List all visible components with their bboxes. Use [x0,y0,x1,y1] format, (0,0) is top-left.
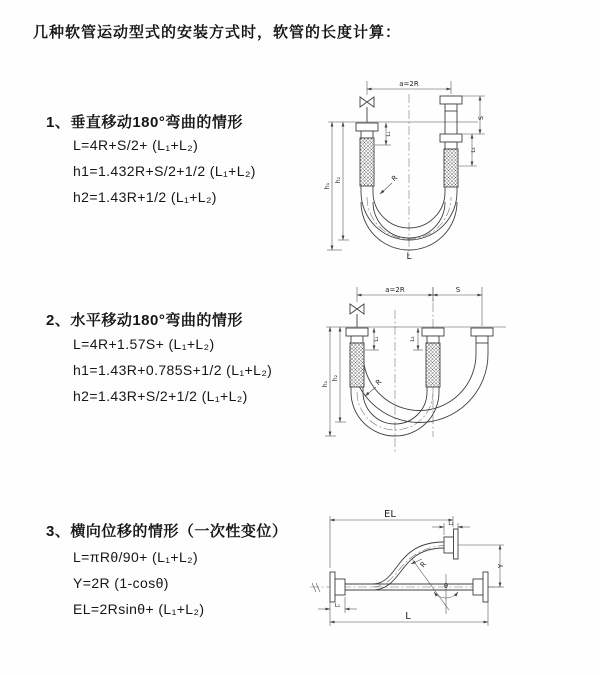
dim-label-s: S [455,286,461,294]
dim-label-l1: L₁ [374,336,380,342]
dim-label-r: R [418,560,429,570]
left-end-fitting [346,304,368,387]
dim-label-l: L [405,611,411,622]
braid-section [350,343,364,387]
upper-flange-fitting [444,529,458,559]
dim-label-l1: L₁ [334,603,341,609]
section-1-formula-h1: h1=1.432R+S/2+1/2 (L₁+L₂) [73,163,256,179]
section-2-formula-h1: h1=1.43R+0.785S+1/2 (L₁+L₂) [73,362,273,378]
diagram-vertical-travel-180-bend [312,76,600,262]
section-3-heading: 3、横向位移的情形（一次性变位） [46,523,288,540]
dim-label-r: R [374,377,384,388]
diagram-lateral-offset [300,502,600,650]
valve-icon [350,304,357,314]
section-3-formula-Y: Y=2R (1-cosθ) [73,575,169,591]
hose-displaced-position [345,542,453,590]
dim-label-h1: h₁ [324,182,331,190]
section-1-heading: 1、垂直移动180°弯曲的情形 [46,114,243,131]
section-3-formula-L: L=πRθ/90+ (L₁+L₂) [73,549,199,565]
dim-label-h2: h₂ [335,176,342,184]
dim-label-theta: θ [444,582,448,590]
dim-label-el: EL [384,509,396,520]
dim-label-l2: L₂ [410,336,416,342]
dimension-lines [324,80,485,262]
section-2-formula-h2: h2=1.43R+S/2+1/2 (L₁+L₂) [73,388,248,404]
left-end-fitting [356,97,378,186]
diagram-horizontal-travel-180-bend [310,282,600,468]
left-flange-fitting [330,572,345,602]
braid-section [360,138,374,186]
displaced-end-fitting [471,328,493,354]
angle-construction [412,559,458,614]
right-flange-fitting [473,572,488,602]
braid-section [444,149,458,187]
braid-section [426,343,440,387]
dim-label-a2r: a=2R [399,80,419,88]
section-2-formula-L: L=4R+1.57S+ (L₁+L₂) [73,336,215,352]
dimension-lines [322,286,482,436]
dim-label-l1: L₁ [386,131,392,137]
dim-label-s: S [477,115,485,121]
dim-label-h1: h₁ [322,380,329,388]
dim-label-a2r: a=2R [385,286,405,294]
section-2-heading: 2、水平移动180°弯曲的情形 [46,312,243,329]
dim-label-h2: h₂ [332,374,339,382]
right-end-fitting [440,96,462,187]
hose-arcs [351,354,488,436]
valve-icon [360,97,367,107]
section-3-formula-EL: EL=2Rsinθ+ (L₁+L₂) [73,601,205,617]
middle-end-fitting [422,328,444,387]
page-title: 几种软管运动型式的安装方式时，软管的长度计算： [33,24,402,41]
dim-label-l: L [406,252,412,262]
dim-label-l2: L₂ [471,147,477,153]
dim-label-y: Y [497,563,505,569]
dim-label-l2: L₂ [448,521,454,527]
dimension-lines [318,509,505,626]
dim-label-r: R [390,173,400,184]
section-1-formula-h2: h2=1.43R+1/2 (L₁+L₂) [73,189,217,205]
centerline-break-mark [312,583,320,592]
section-1-formula-L: L=4R+S/2+ (L₁+L₂) [73,137,199,153]
